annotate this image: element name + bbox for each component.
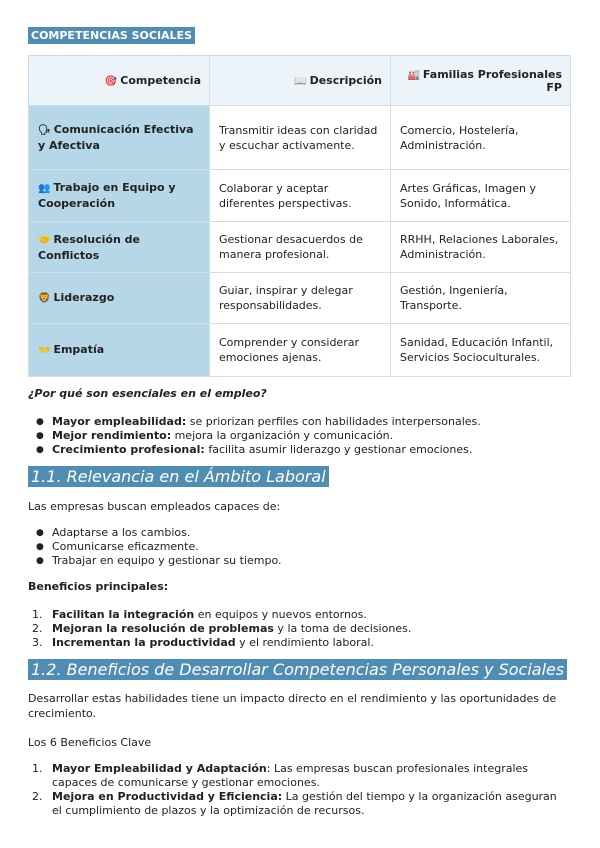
section2-subtitle: Los 6 Beneficios Clave: [28, 736, 152, 749]
list-item: [28, 636, 411, 650]
list-item-bold: Mejora en Productividad y Eficiencia:: [52, 790, 283, 803]
header-competencia: [29, 56, 210, 106]
key-benefits-list: [28, 762, 568, 818]
table-row: [29, 273, 571, 324]
list-item-text: y el rendimiento laboral.: [235, 636, 374, 649]
list-item: ● Trabajar en equipo y gestionar su tiempo.: [28, 554, 282, 568]
competency-description: Comprender y considerar emociones ajenas.: [210, 324, 391, 377]
section-heading-1-2: 1.2. Beneficios de Desarrollar Competencias Personales y Sociales: [28, 659, 567, 680]
competencies-table: [28, 55, 571, 377]
list-item: [28, 622, 411, 636]
list-item-bold: Mejor rendimiento:: [52, 429, 172, 442]
list-item-text: facilita asumir liderazgo y gestionar emociones.: [204, 443, 473, 456]
competency-name-text: Liderazgo: [53, 291, 115, 304]
list-item-bold: Mayor Empleabilidad y Adaptación: [52, 762, 267, 775]
list-number: 1.: [32, 762, 43, 775]
competency-name-text: Resolución de Conflictos: [38, 232, 140, 262]
list-number: 2.: [32, 622, 43, 635]
table-row: [29, 222, 571, 273]
competency-families: Gestión, Ingeniería, Transporte.: [391, 273, 571, 324]
handshake-icon: 🤝: [38, 234, 51, 246]
section1-bullets: [28, 526, 282, 568]
essentials-list: [28, 415, 481, 457]
target-icon: 🎯: [104, 76, 118, 87]
competency-families: Comercio, Hostelería, Administración.: [391, 106, 571, 170]
table-row: [29, 106, 571, 170]
list-number: 2.: [32, 790, 43, 803]
competency-name: [29, 273, 210, 324]
header-label: Competencia: [120, 74, 201, 87]
book-icon: 📖: [294, 76, 307, 87]
list-item-text: : Las empresas buscan profesionales integrales capaces de comunicarse y gestionar emociones.: [52, 762, 529, 789]
list-item: [28, 415, 481, 429]
list-number: 1.: [32, 608, 43, 621]
competency-name: [29, 170, 210, 222]
competency-families: RRHH, Relaciones Laborales, Administración.: [391, 222, 571, 273]
competency-description: Guiar, inspirar y delegar responsabilidades.: [210, 273, 391, 324]
open-hands-icon: 👐: [38, 345, 51, 356]
competency-name-text: Trabajo en Equipo y Cooperación: [38, 181, 176, 210]
list-item-bold: Mejoran la resolución de problemas: [52, 622, 274, 635]
list-item-bold: Facilitan la integración: [52, 608, 195, 621]
competency-description: Colaborar y aceptar diferentes perspectivas.: [210, 170, 391, 222]
table-header-row: [29, 56, 571, 106]
list-item: ● Comunicarse eficazmente.: [28, 540, 282, 554]
list-item-text: La gestión del tiempo y la organización aseguran el cumplimiento de plazos y la optimización de recursos.: [52, 790, 557, 817]
header-label: Familias Profesionales FP: [422, 67, 562, 94]
competency-description: Gestionar desacuerdos de manera profesional.: [210, 222, 391, 273]
section2-intro: Desarrollar estas habilidades tiene un impacto directo en el rendimiento y las oportunidades de crecimiento.: [28, 692, 557, 720]
list-item-text: mejora la organización y comunicación.: [171, 429, 394, 442]
list-item-bold: Crecimiento profesional:: [52, 443, 205, 456]
header-label: Descripción: [309, 74, 382, 87]
list-item: [28, 429, 481, 443]
lion-icon: 🦁: [38, 293, 51, 304]
competency-description: Transmitir ideas con claridad y escuchar activamente.: [210, 106, 391, 170]
benefits-list: [28, 608, 411, 650]
question-heading: ¿Por qué son esenciales en el empleo?: [28, 387, 267, 400]
speaking-head-icon: 🗣: [38, 125, 51, 136]
section1-intro: Las empresas buscan empleados capaces de:: [28, 500, 281, 513]
list-item: [28, 790, 568, 818]
competency-name-text: Empatía: [53, 343, 105, 356]
section-heading-1-1: 1.1. Relevancia en el Ámbito Laboral: [28, 466, 329, 487]
header-descripcion: [210, 56, 391, 106]
competency-name: [29, 222, 210, 273]
header-familias: [391, 56, 571, 106]
table-row: [29, 170, 571, 222]
factory-icon: 🏭: [407, 69, 420, 81]
competency-families: Sanidad, Educación Infantil, Servicios Socioculturales.: [391, 324, 571, 377]
list-item-bold: Mayor empleabilidad:: [52, 415, 187, 428]
section-tag: COMPETENCIAS SOCIALES: [28, 27, 195, 44]
list-item: ● Adaptarse a los cambios.: [28, 526, 282, 540]
list-item-text: en equipos y nuevos entornos.: [194, 608, 367, 621]
list-item: [28, 762, 568, 790]
list-item-text: y la toma de decisiones.: [273, 622, 412, 635]
competency-name: [29, 106, 210, 170]
competency-name-text: Comunicación Efectiva y Afectiva: [38, 123, 194, 152]
list-item-bold: Incrementan la productividad: [52, 636, 236, 649]
people-icon: 👥: [38, 183, 51, 194]
table-row: [29, 324, 571, 377]
benefits-title: Beneficios principales:: [28, 580, 169, 593]
competency-families: Artes Gráficas, Imagen y Sonido, Informática.: [391, 170, 571, 222]
list-item: [28, 608, 411, 622]
list-item-text: se priorizan perfiles con habilidades interpersonales.: [186, 415, 481, 428]
list-number: 3.: [32, 636, 43, 649]
list-item: [28, 443, 481, 457]
competency-name: [29, 324, 210, 377]
